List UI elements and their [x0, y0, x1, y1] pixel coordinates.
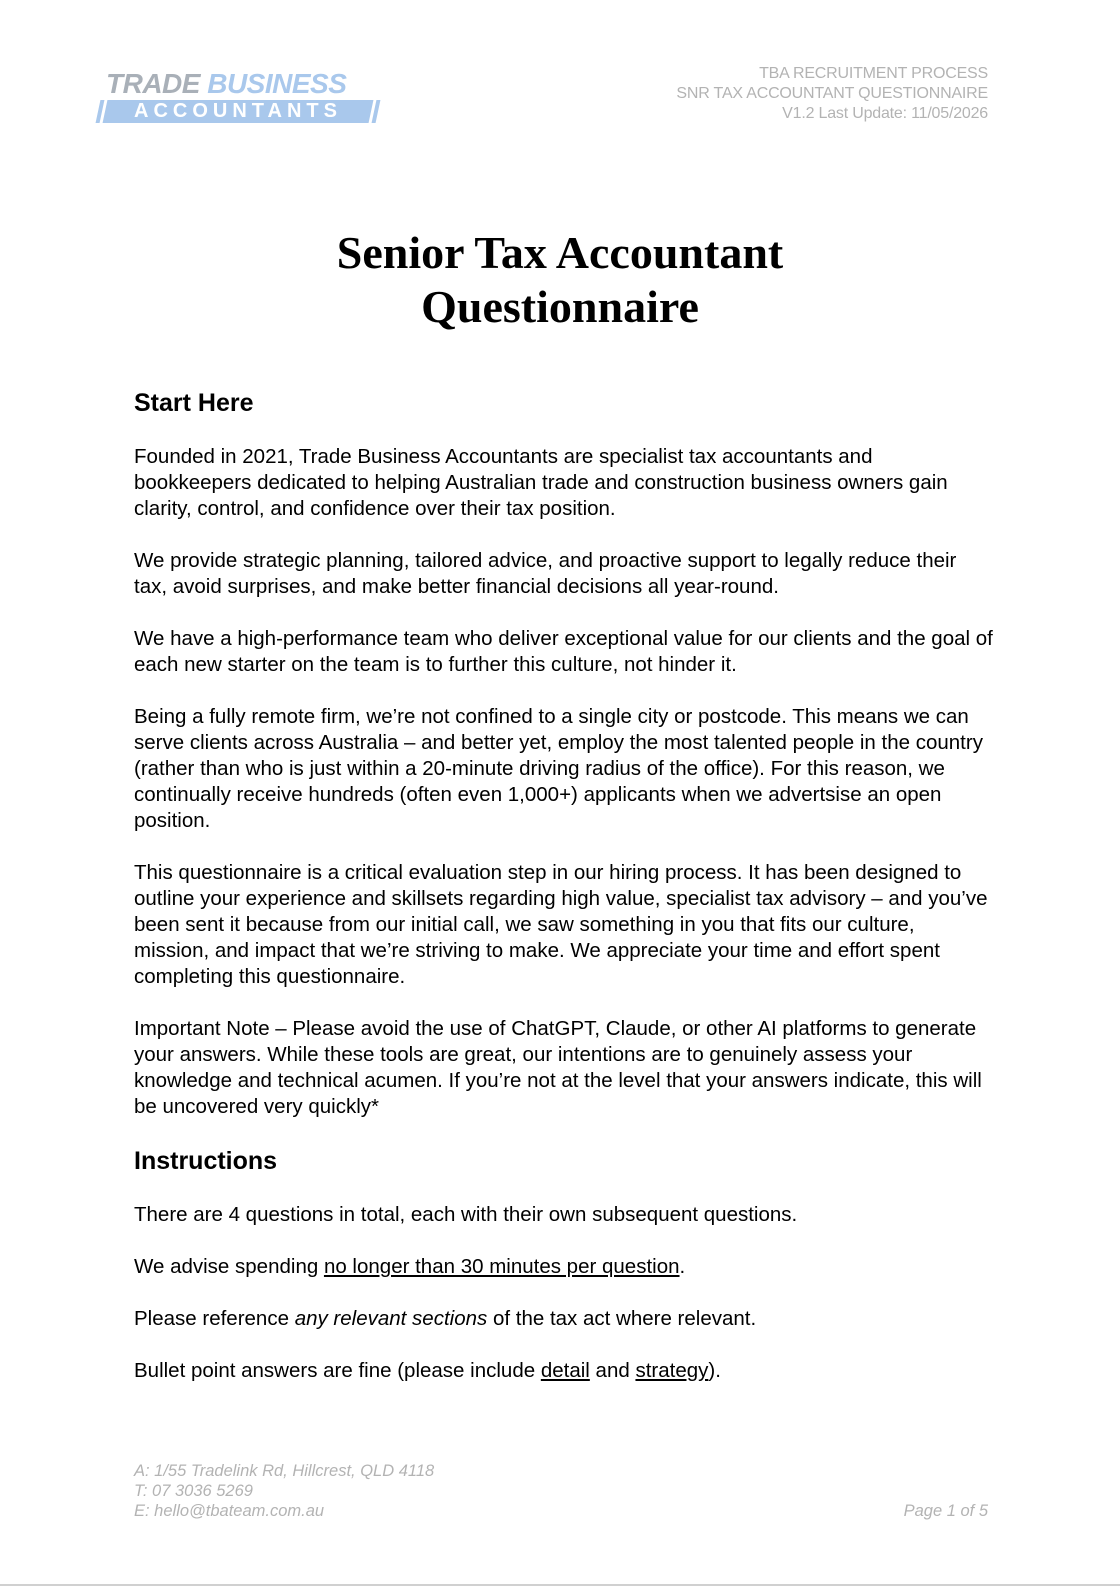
logo-band — [103, 100, 374, 123]
start-here-heading: Start Here — [134, 389, 254, 417]
instruction-bullets-text: Bullet point answers are fine (please include — [134, 1359, 541, 1382]
page-title — [0, 226, 1120, 334]
instruction-time-underlined: no longer than 30 minutes per question — [323, 1255, 680, 1278]
intro-paragraph-2: We provide strategic planning, tailored advice, and proactive support to legally reduce their tax, avoid surprises, and make better financial decisions all year-round. — [134, 549, 957, 598]
title-line-2: Questionnaire — [421, 281, 699, 332]
footer-address: A: 1/55 Tradelink Rd, Hillcrest, QLD 4118 — [134, 1462, 435, 1480]
logo-wordmark-top — [98, 70, 383, 98]
footer-phone: T: 07 3036 5269 — [134, 1482, 253, 1500]
title-line-1: Senior Tax Accountant — [336, 227, 784, 278]
instruction-detail-underlined: detail — [540, 1359, 590, 1382]
header-process: TBA RECRUITMENT PROCESS — [759, 65, 988, 82]
important-note: Important Note – Please avoid the use of ChatGPT, Claude, or other AI platforms to generate your answers. While these tools are great, our intentions are to genuinely assess your knowledge and technical acumen. If you’re not at the level that your answers indicate, this will be uncovered very quickly* — [134, 1017, 982, 1118]
logo-word-business: BUSINESS — [207, 68, 347, 99]
instruction-reference-italic: any relevant sections — [294, 1307, 488, 1330]
company-logo — [98, 70, 383, 126]
intro-paragraph-3: We have a high-performance team who deliver exceptional value for our clients and the goal of each new starter on the team is to further this culture, not hinder it. — [134, 627, 993, 676]
instruction-reference-end: of the tax act where relevant. — [487, 1307, 757, 1330]
page-bottom-edge — [0, 1584, 1120, 1586]
instruction-question-count: There are 4 questions in total, each with their own subsequent questions. — [134, 1203, 798, 1226]
instruction-time-text: We advise spending — [134, 1255, 324, 1278]
instruction-bullets-end: ). — [708, 1359, 721, 1382]
instructions-heading: Instructions — [134, 1147, 278, 1175]
intro-paragraph-5: This questionnaire is a critical evaluation step in our hiring process. It has been designed to outline your experience and skillsets regarding high value, specialist tax advisory – and you’ve been sent it because from our initial call, we saw something in you that fits our culture, mission, and impact that we’re striving to make. We appreciate your time and effort spent completing this questionnaire. — [134, 861, 988, 988]
instruction-reference-text: Please reference — [134, 1307, 295, 1330]
instruction-reference — [134, 1306, 994, 1332]
footer-email: E: hello@tbateam.com.au — [134, 1502, 325, 1520]
header-version: V1.2 Last Update: 11/05/2026 — [782, 105, 988, 122]
instruction-bullets — [134, 1358, 994, 1384]
intro-paragraph-1: Founded in 2021, Trade Business Accountants are specialist tax accountants and bookkeepers dedicated to helping Australian trade and construction business owners gain clarity, control, and confidence over their tax position. — [134, 445, 948, 520]
logo-stripe-right — [372, 100, 381, 123]
instruction-strategy-underlined: strategy — [635, 1359, 709, 1382]
document-body — [134, 384, 994, 1384]
footer-contact — [134, 1461, 434, 1521]
logo-word-accountants: ACCOUNTANTS — [134, 100, 342, 122]
logo-band-row — [98, 100, 378, 123]
intro-paragraph-4: Being a fully remote firm, we’re not confined to a single city or postcode. This means we can serve clients across Australia – and better yet, employ the most talented people in the country (rather than who is just within a 20-minute driving radius of the office). For this reason, we continually receive hundreds (often even 1,000+) applicants when we advertsise an open position. — [134, 705, 983, 832]
header-doc-name: SNR TAX ACCOUNTANT QUESTIONNAIRE — [676, 85, 988, 102]
instruction-bullets-and: and — [589, 1359, 636, 1382]
instruction-time-end: . — [679, 1255, 686, 1278]
page-number: Page 1 of 5 — [903, 1502, 988, 1520]
logo-word-trade: TRADE — [106, 68, 200, 99]
instruction-time-limit — [134, 1254, 994, 1280]
document-header-meta — [676, 64, 988, 124]
